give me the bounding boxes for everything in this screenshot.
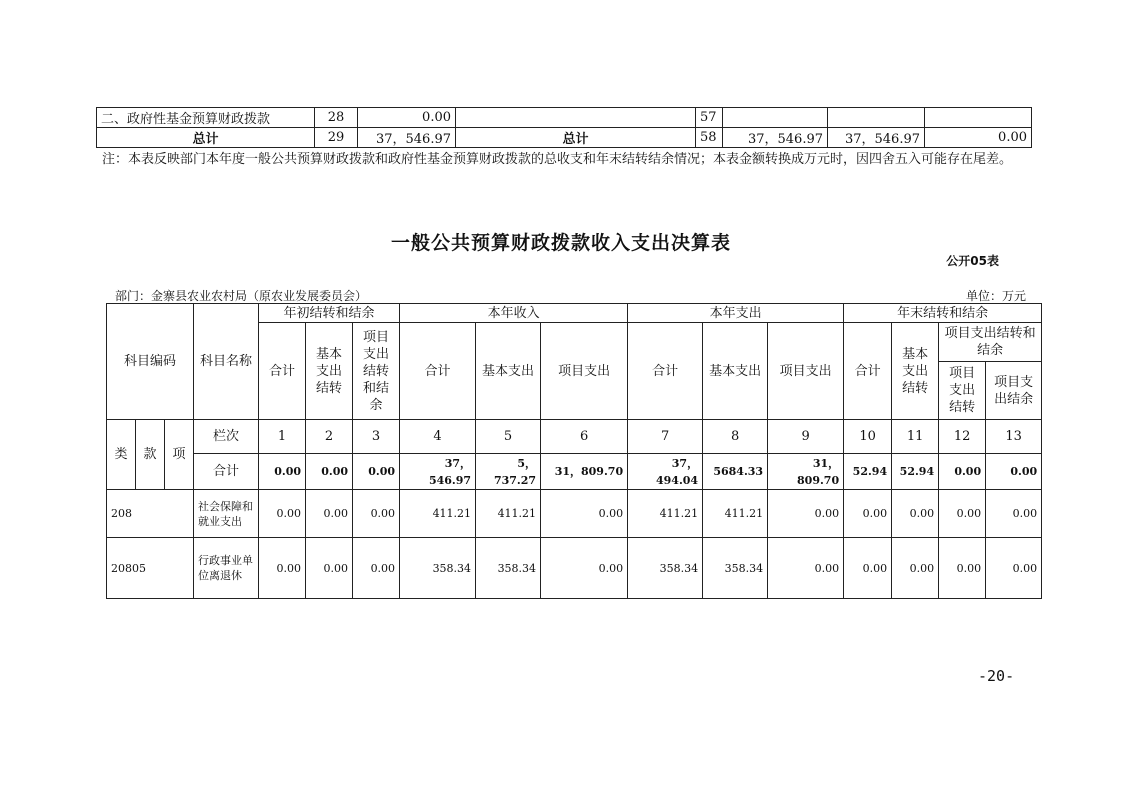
column-number: 5 [476, 420, 541, 454]
sum-cell: 0.00 [986, 454, 1042, 490]
header-basic-exp: 基本支出 [476, 323, 541, 420]
row-label: 总计 [97, 128, 315, 148]
column-number-row [107, 420, 1042, 454]
column-number: 13 [986, 420, 1042, 454]
value-cell: 0.00 [768, 490, 844, 538]
table-row [107, 490, 1042, 538]
sum-cell: 0.00 [939, 454, 986, 490]
header-total: 合计 [628, 323, 703, 420]
amount-cell: 0.00 [925, 128, 1032, 148]
unit-label: 单位：万元 [965, 289, 1026, 303]
table-row [97, 108, 1032, 128]
line-number: 58 [696, 128, 723, 148]
sum-cell: 31，809.70 [541, 454, 628, 490]
value-cell: 0.00 [306, 490, 353, 538]
column-number: 11 [892, 420, 939, 454]
sum-cell: 0.00 [306, 454, 353, 490]
value-cell: 0.00 [259, 538, 306, 599]
header-group-begin: 年初结转和结余 [259, 304, 400, 323]
table-row [97, 128, 1032, 148]
value-cell: 0.00 [541, 490, 628, 538]
sum-cell: 37，546.97 [400, 454, 476, 490]
value-cell: 0.00 [986, 538, 1042, 599]
row-label: 二、政府性基金预算财政拨款 [97, 108, 315, 128]
value-cell: 0.00 [939, 538, 986, 599]
amount-cell [723, 108, 828, 128]
column-number: 9 [768, 420, 844, 454]
amount-cell [925, 108, 1032, 128]
amount-cell: 37，546.97 [358, 128, 456, 148]
column-number: 6 [541, 420, 628, 454]
header-project-exp: 项目支出 [768, 323, 844, 420]
amount-cell: 37，546.97 [828, 128, 925, 148]
header-project-carry: 项目支出结转和结余 [353, 323, 400, 420]
value-cell: 0.00 [844, 490, 892, 538]
value-cell: 358.34 [628, 538, 703, 599]
department-label: 部门：金寨县农业农村局（原农业发展委员会） [115, 289, 368, 303]
sum-cell: 52.94 [892, 454, 939, 490]
value-cell: 358.34 [400, 538, 476, 599]
top-summary-table [96, 107, 1032, 148]
subject-code: 20805 [107, 538, 194, 599]
value-cell: 358.34 [476, 538, 541, 599]
sum-label: 合计 [194, 454, 259, 490]
value-cell: 0.00 [259, 490, 306, 538]
value-cell: 411.21 [628, 490, 703, 538]
sum-cell: 5684.33 [703, 454, 768, 490]
header-project-surplus-sub: 项目支出结余 [986, 362, 1042, 420]
column-number: 2 [306, 420, 353, 454]
header-project-exp: 项目支出 [541, 323, 628, 420]
value-cell: 0.00 [353, 490, 400, 538]
header-total: 合计 [259, 323, 306, 420]
header-group-income: 本年收入 [400, 304, 628, 323]
value-cell: 411.21 [400, 490, 476, 538]
header-total: 合计 [400, 323, 476, 420]
subject-name: 社会保障和就业支出 [194, 490, 259, 538]
column-number: 8 [703, 420, 768, 454]
value-cell: 0.00 [768, 538, 844, 599]
value-cell: 411.21 [703, 490, 768, 538]
sum-cell: 5，737.27 [476, 454, 541, 490]
header-basic-exp: 基本支出 [703, 323, 768, 420]
row-label [456, 108, 696, 128]
column-number: 4 [400, 420, 476, 454]
table-row [107, 538, 1042, 599]
page-title: 一般公共预算财政拨款收入支出决算表 [390, 232, 731, 254]
subject-code: 208 [107, 490, 194, 538]
column-number: 3 [353, 420, 400, 454]
page-number: -20- [978, 667, 1015, 685]
value-cell: 0.00 [892, 538, 939, 599]
header-code: 科目编码 [107, 304, 194, 420]
value-cell: 0.00 [541, 538, 628, 599]
line-number: 57 [696, 108, 723, 128]
header-project-carry-group: 项目支出结转和结余 [939, 323, 1042, 362]
amount-cell: 37，546.97 [723, 128, 828, 148]
value-cell: 0.00 [353, 538, 400, 599]
value-cell: 0.00 [986, 490, 1042, 538]
line-number: 28 [315, 108, 358, 128]
amount-cell: 0.00 [358, 108, 456, 128]
sum-cell: 37，494.04 [628, 454, 703, 490]
value-cell: 0.00 [892, 490, 939, 538]
value-cell: 0.00 [939, 490, 986, 538]
header-project-carry-sub: 项目支出结转 [939, 362, 986, 420]
table-note: 注：本表反映部门本年度一般公共预算财政拨款和政府性基金预算财政拨款的总收支和年末结转结余情况；本表金额转换成万元时，因四舍五入可能存在尾差。 [102, 152, 1013, 167]
header-kuan: 款 [136, 420, 165, 490]
header-basic-carry: 基本支出结转 [306, 323, 353, 420]
header-group-end: 年末结转和结余 [844, 304, 1042, 323]
value-cell: 358.34 [703, 538, 768, 599]
column-number: 1 [259, 420, 306, 454]
budget-table [106, 303, 1042, 599]
sum-cell: 52.94 [844, 454, 892, 490]
amount-cell [828, 108, 925, 128]
header-basic-carry: 基本支出结转 [892, 323, 939, 420]
value-cell: 0.00 [844, 538, 892, 599]
sum-row [107, 454, 1042, 490]
column-number: 10 [844, 420, 892, 454]
header-total: 合计 [844, 323, 892, 420]
value-cell: 0.00 [306, 538, 353, 599]
line-number: 29 [315, 128, 358, 148]
sum-cell: 0.00 [353, 454, 400, 490]
header-row [107, 304, 1042, 323]
sum-cell: 31，809.70 [768, 454, 844, 490]
header-xiang: 项 [165, 420, 194, 490]
value-cell: 411.21 [476, 490, 541, 538]
row-label: 总计 [456, 128, 696, 148]
header-lei: 类 [107, 420, 136, 490]
column-number: 12 [939, 420, 986, 454]
column-no-label: 栏次 [194, 420, 259, 454]
header-name: 科目名称 [194, 304, 259, 420]
column-number: 7 [628, 420, 703, 454]
form-number: 公开05表 [946, 254, 999, 268]
header-group-expense: 本年支出 [628, 304, 844, 323]
subject-name: 行政事业单位离退休 [194, 538, 259, 599]
sum-cell: 0.00 [259, 454, 306, 490]
